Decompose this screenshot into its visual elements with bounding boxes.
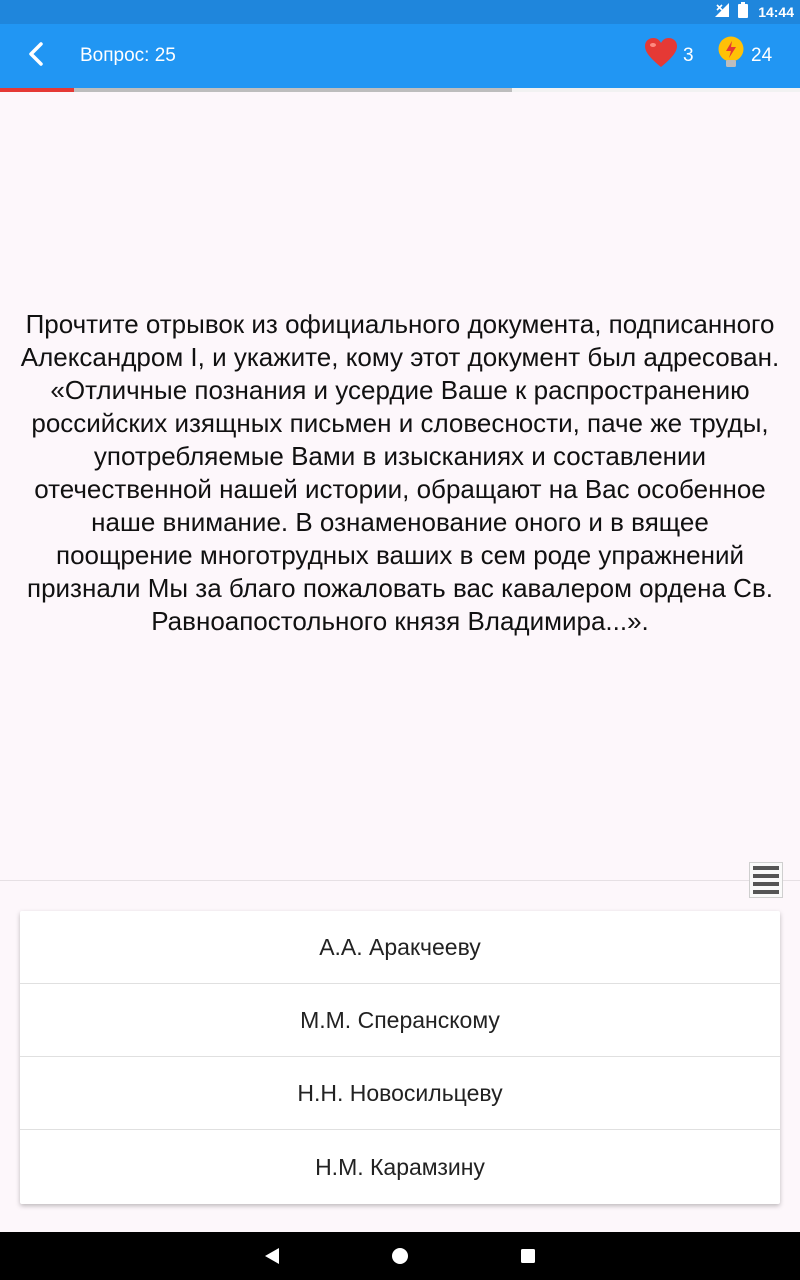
menu-button[interactable]: [749, 862, 783, 898]
clock: 14:44: [758, 4, 794, 20]
heart-icon: [645, 38, 677, 74]
divider: [0, 880, 800, 881]
menu-icon-line: [753, 866, 779, 870]
answer-option[interactable]: Н.Н. Новосильцеву: [20, 1057, 780, 1130]
battery-icon: [738, 2, 748, 23]
hints-counter[interactable]: [717, 38, 772, 74]
chevron-left-icon: [26, 42, 46, 71]
lives-count: 3: [683, 45, 694, 66]
square-recents-icon: [518, 1246, 538, 1266]
back-button[interactable]: [16, 36, 56, 76]
answer-option[interactable]: А.А. Аракчееву: [20, 911, 780, 984]
nav-recents-button[interactable]: [518, 1246, 538, 1266]
hints-count: 24: [751, 45, 773, 66]
menu-icon-line: [753, 882, 779, 886]
progress-secondary: [0, 88, 512, 92]
app-bar: [0, 24, 800, 88]
status-bar: [0, 0, 800, 24]
nav-home-button[interactable]: [390, 1246, 410, 1266]
answer-option[interactable]: М.М. Сперанскому: [20, 984, 780, 1057]
menu-icon-line: [753, 874, 779, 878]
circle-home-icon: [390, 1246, 410, 1266]
question-text: Прочтите отрывок из официального документа, подписанного Александром I, и укажите, кому этот документ был адресован. «Отличные познания и усердие Ваше к распространению российских изящных письмен и словесности, паче же труды, употребляемые Вами в изысканиях и составлении отечественной нашей истории, обращают на Вас особенное наше внимание. В ознаменование оного и в вящее поощрение многотрудных ваших в сем роде упражнений признали Мы за благо пожаловать вас кавалером ордена Св. Равноапостольного князя Владимира...».: [20, 309, 780, 636]
question-progress-bar: [0, 88, 800, 92]
triangle-back-icon: [262, 1246, 282, 1266]
progress-fill: [0, 88, 74, 92]
navigation-bar: [0, 1232, 800, 1280]
page-title: Вопрос: 25: [80, 45, 176, 66]
lightbulb-icon: [717, 36, 745, 76]
answer-list: [20, 911, 780, 1204]
menu-icon-line: [753, 890, 779, 894]
answer-option[interactable]: Н.М. Карамзину: [315, 1153, 485, 1180]
lives-counter: [645, 38, 694, 74]
signal-icon: [714, 2, 730, 23]
nav-back-button[interactable]: [262, 1246, 282, 1266]
